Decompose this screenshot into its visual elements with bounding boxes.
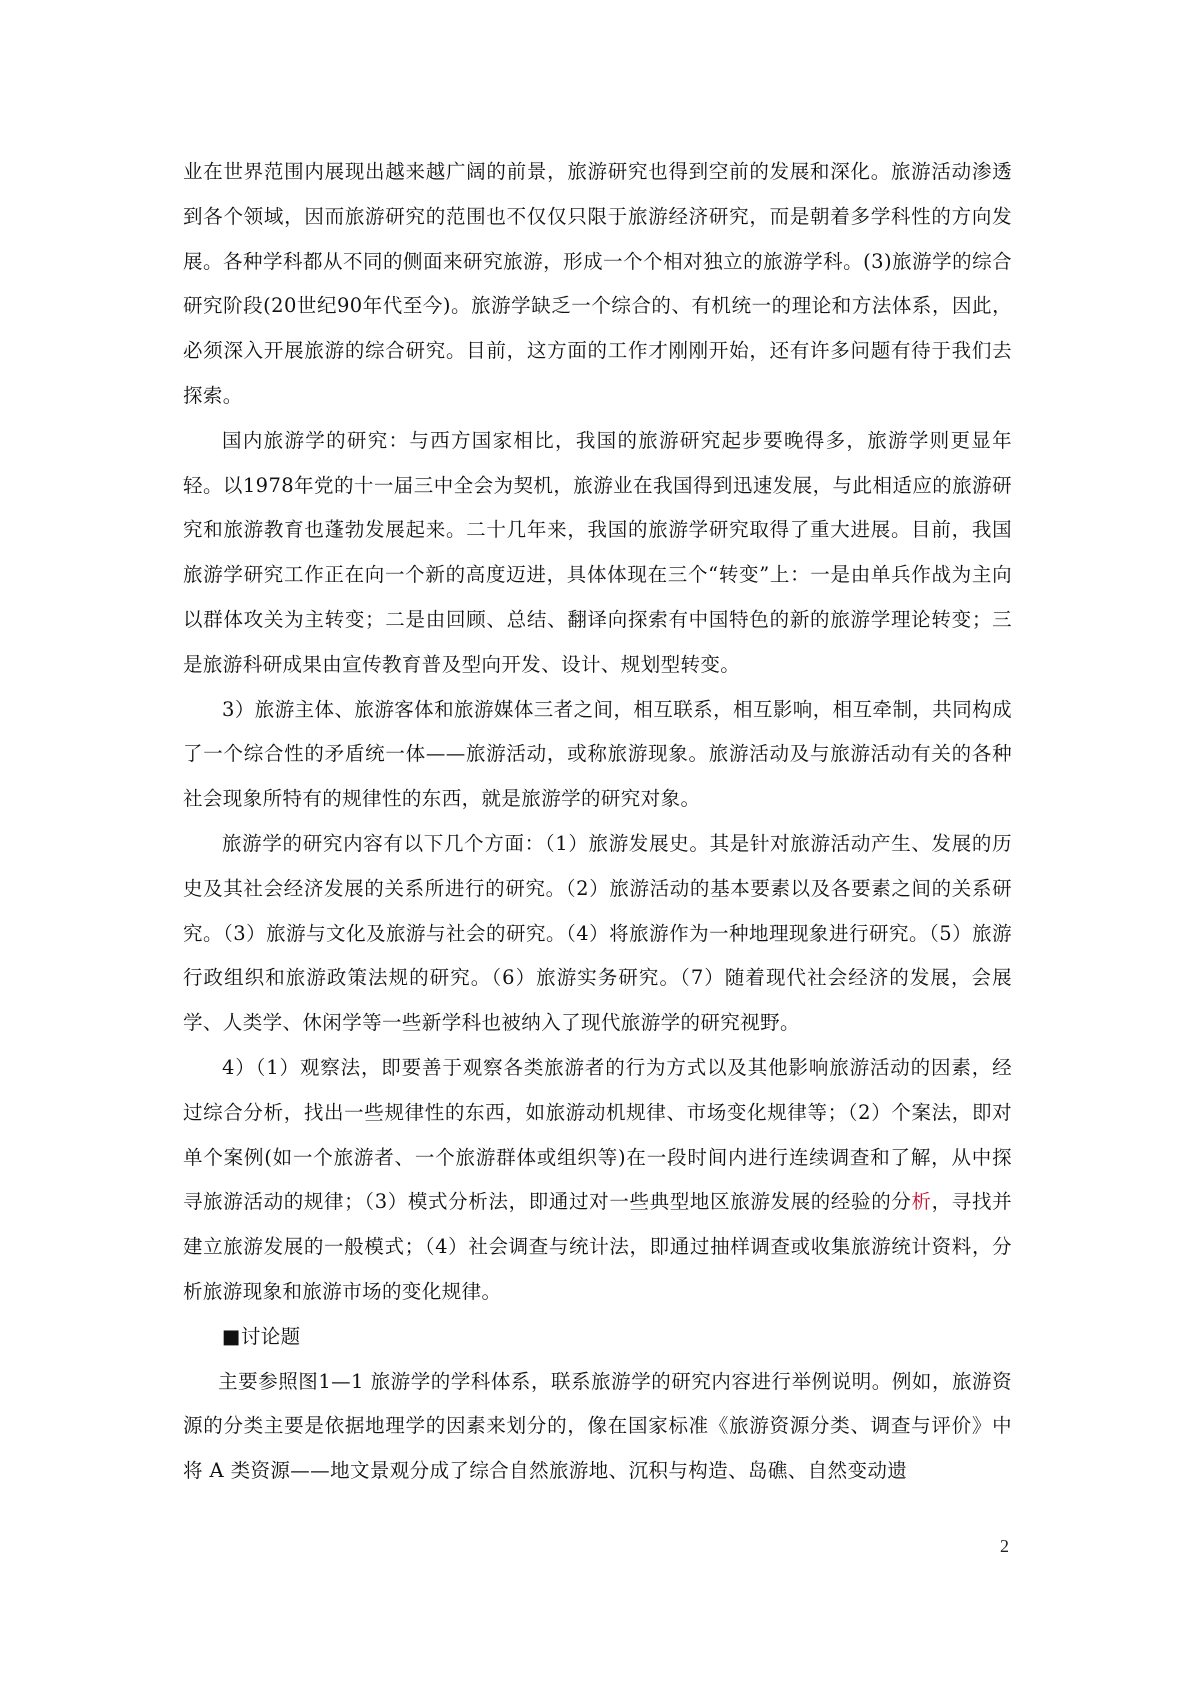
paragraph-discussion: 主要参照图1—1 旅游学的学科体系，联系旅游学的研究内容进行举例说明。例如，旅游资源的分类主要是依据地理学的因素来划分的，像在国家标准《旅游资源分类、调查与评价》中将 A 类资源——地文景观分成了综合自然旅游地、沉积与构造、岛礁、自然变动遗 [183,1369,1012,1483]
paragraph-research-object: 3）旅游主体、旅游客体和旅游媒体三者之间，相互联系，相互影响，相互牵制，共同构成了一个综合性的矛盾统一体——旅游活动，或称旅游现象。旅游活动及与旅游活动有关的各种社会现象所特有的规律性的东西，就是旅游学的研究对象。 [183,697,1012,811]
page-number: 2 [1000,1536,1009,1556]
methods-text-start: 4）（1）观察法，即要善于观察各类旅游者的行为方式以及其他影响旅游活动的因素，经过综合分析，找出一些规律性的东西，如旅游动机规律、市场变化规律等；（2）个案法，即对单个案例(如一个旅游者、一个旅游群体或组织等)在一段时间内进行连续调查和了解，从中探寻旅游活动的规律；（3）模式分析法，即通过对一些典型地区旅游发展的经验的分 [183,1055,1012,1214]
highlighted-character: 析 [911,1190,932,1214]
paragraph-domestic-research: 国内旅游学的研究：与西方国家相比，我国的旅游研究起步要晚得多，旅游学则更显年轻。以1978年党的十一届三中全会为契机，旅游业在我国得到迅速发展，与此相适应的旅游研究和旅游教育也蓬勃发展起来。二十几年来，我国的旅游学研究取得了重大进展。目前，我国旅游学研究工作正在向一个新的高度迈进，具体体现在三个“转变”上：一是由单兵作战为主向以群体攻关为主转变；二是由回顾、总结、翻译向探索有中国特色的新的旅游学理论转变；三是旅游科研成果由宣传教育普及型向开发、设计、规划型转变。 [183,428,1012,676]
paragraph-research-history-continued: 业在世界范围内展现出越来越广阔的前景，旅游研究也得到空前的发展和深化。旅游活动渗透到各个领域，因而旅游研究的范围也不仅仅只限于旅游经济研究，而是朝着多学科性的方向发展。各种学科都从不同的侧面来研究旅游，形成一个个相对独立的旅游学科。(3)旅游学的综合研究阶段(20世纪90年代至今)。旅游学缺乏一个综合的、有机统一的理论和方法体系，因此，必须深入开展旅游的综合研究。目前，这方面的工作才刚刚开始，还有许多问题有待于我们去探索。 [183,160,1012,407]
body-text [183,150,1012,1494]
methods-text-end: ，寻找并建立旅游发展的一般模式；（4）社会调查与统计法，即通过抽样调查或收集旅游统计资料，分析旅游现象和旅游市场的变化规律。 [183,1190,1012,1303]
paragraph-research-methods [183,1046,1012,1315]
discussion-heading: ■讨论题 [222,1324,301,1348]
paragraph-research-content: 旅游学的研究内容有以下几个方面：（1）旅游发展史。其是针对旅游活动产生、发展的历史及其社会经济发展的关系所进行的研究。（2）旅游活动的基本要素以及各要素之间的关系研究。（3）旅游与文化及旅游与社会的研究。（4）将旅游作为一种地理现象进行研究。（5）旅游行政组织和旅游政策法规的研究。（6）旅游实务研究。（7）随着现代社会经济的发展，会展学、人类学、休闲学等一些新学科也被纳入了现代旅游学的研究视野。 [183,831,1012,1035]
